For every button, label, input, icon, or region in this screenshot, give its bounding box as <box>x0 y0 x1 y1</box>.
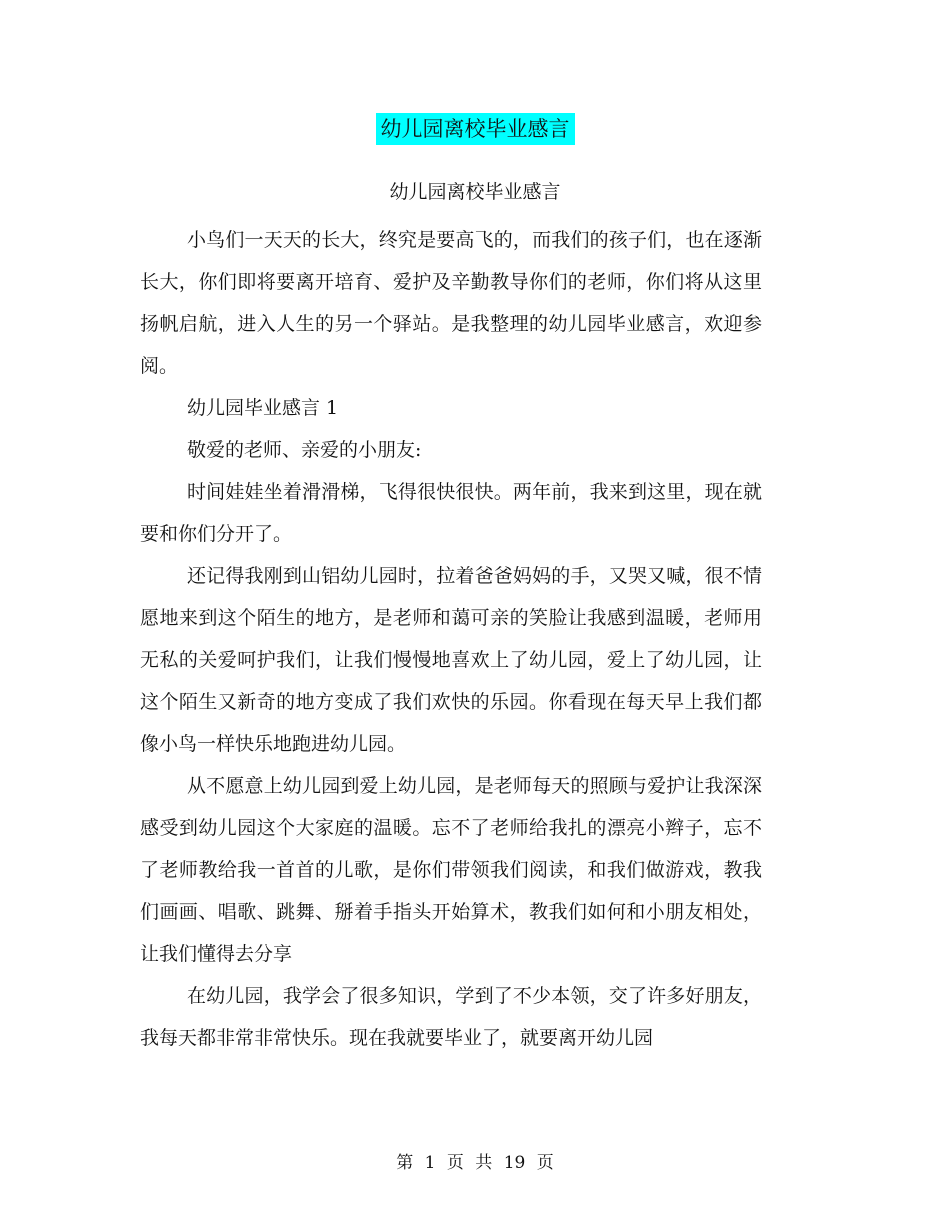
paragraph-intro: 小鸟们一天天的长大，终究是要高飞的，而我们的孩子们，也在逐渐长大，你们即将要离开培育、爱护及辛勤教导你们的老师，你们将从这里扬帆启航，进入人生的另一个驿站。是我整理的幼儿园毕业感言，欢迎参阅。 <box>140 229 762 377</box>
paragraph: 在幼儿园，我学会了很多知识，学到了不少本领，交了许多好朋友，我每天都非常非常快乐。现在我就要毕业了，就要离开幼儿园 <box>140 985 762 1049</box>
document-body <box>140 219 762 1059</box>
title-container <box>0 113 950 145</box>
section-heading: 幼儿园毕业感言 1 <box>187 397 339 419</box>
paragraph: 还记得我刚到山铝幼儿园时，拉着爸爸妈妈的手，又哭又喊，很不情愿地来到这个陌生的地方，是老师和蔼可亲的笑脸让我感到温暖，老师用无私的关爱呵护我们，让我们慢慢地喜欢上了幼儿园，爱上了幼儿园，让这个陌生又新奇的地方变成了我们欢快的乐园。你看现在每天早上我们都像小鸟一样快乐地跑进幼儿园。 <box>140 565 762 755</box>
paragraph: 时间娃娃坐着滑滑梯，飞得很快很快。两年前，我来到这里，现在就要和你们分开了。 <box>140 481 762 545</box>
salutation: 敬爱的老师、亲爱的小朋友: <box>187 439 422 461</box>
page-footer: 第 1 页 共 19 页 <box>396 1153 554 1173</box>
document-title: 幼儿园离校毕业感言 <box>376 113 575 145</box>
document-subtitle: 幼儿园离校毕业感言 <box>389 181 561 203</box>
paragraph: 从不愿意上幼儿园到爱上幼儿园，是老师每天的照顾与爱护让我深深感受到幼儿园这个大家庭的温暖。忘不了老师给我扎的漂亮小辫子，忘不了老师教给我一首首的儿歌，是你们带领我们阅读，和我们做游戏，教我们画画、唱歌、跳舞、掰着手指头开始算术，教我们如何和小朋友相处，让我们懂得去分享 <box>140 775 762 965</box>
